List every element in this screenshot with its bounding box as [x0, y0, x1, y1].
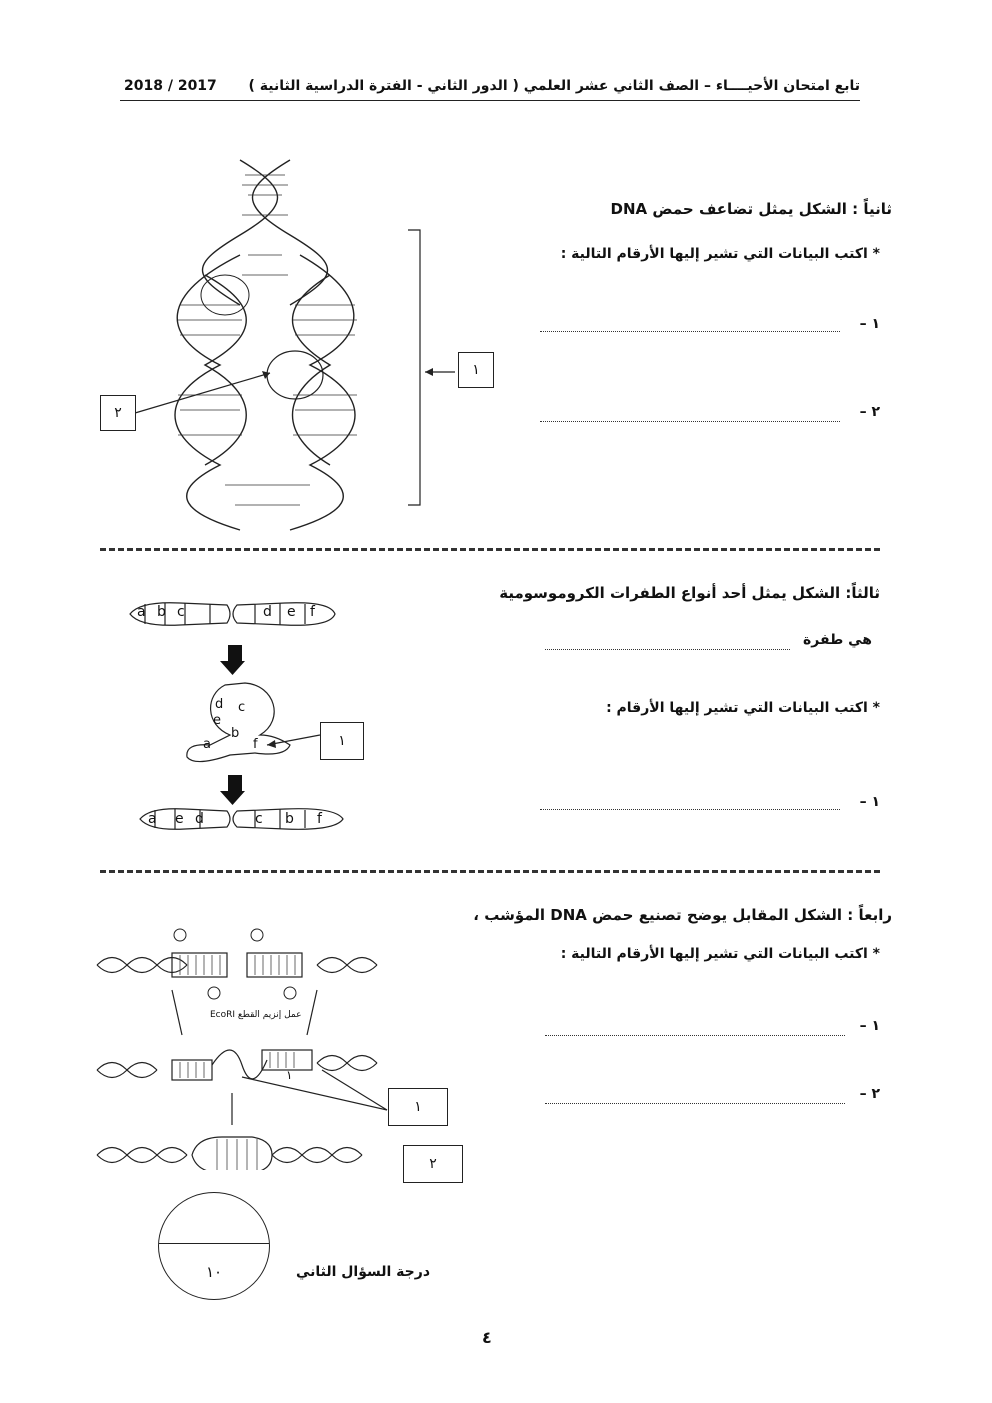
q2-label-box-1: ١: [458, 352, 494, 388]
q3-type-answer-line[interactable]: [545, 648, 790, 650]
q2-title: ثانياً : الشكل يمثل تضاعف حمض DNA: [610, 200, 892, 218]
gene-d-loop: d: [215, 697, 224, 712]
score-circle: [158, 1192, 270, 1300]
gene-e-bottom: e: [175, 811, 184, 827]
header-title: تابع امتحان الأحيــــاء – الصف الثاني عشر العلمي ( الدور الثاني - الفترة الدراسية الثانية ): [248, 78, 860, 94]
gene-f-loop: f: [253, 737, 258, 752]
q2-answer-line-2[interactable]: [540, 420, 840, 422]
gene-c-bottom: c: [255, 811, 263, 827]
q3-title: ثالثاً: الشكل يمثل أحد أنواع الطفرات الكروموسومية: [499, 584, 880, 602]
q3-answer-line-1[interactable]: [540, 808, 840, 810]
q3-item-1-label: ١ –: [859, 794, 880, 810]
gene-b-loop: b: [231, 726, 240, 741]
header-year: 2018 / 2017: [124, 78, 217, 94]
gene-c-loop: c: [238, 700, 246, 715]
q2-answer-line-1[interactable]: [540, 330, 840, 332]
q3-type-prompt: هي طفرة: [803, 632, 872, 648]
gene-f-bottom: f: [317, 811, 322, 827]
header-underline: [120, 100, 860, 101]
q3-label-box-1: ١: [320, 722, 364, 760]
q4-item-2-label: ٢ –: [859, 1086, 880, 1102]
separator-2: [100, 870, 880, 873]
gene-d-bottom: d: [195, 811, 204, 827]
score-label: درجة السؤال الثاني: [295, 1264, 430, 1280]
q4-title: رابعاً : الشكل المقابل يوضح تصنيع حمض DNA المؤشب ،: [473, 906, 892, 924]
enzyme-label: عمل إنزيم القطع EcoRI: [210, 1010, 302, 1020]
q4-label-box-2: ٢: [403, 1145, 463, 1183]
gene-a-top: a: [137, 604, 146, 620]
gene-f-top: f: [310, 604, 315, 620]
score-divider: [159, 1243, 269, 1244]
separator-1: [100, 548, 880, 551]
q4-label-box-1: ١: [388, 1088, 448, 1126]
gene-a-loop: a: [203, 737, 211, 752]
gene-d-top: d: [263, 604, 272, 620]
q2-instruction: * اكتب البيانات التي تشير إليها الأرقام التالية :: [560, 246, 880, 262]
q2-label-box-2: ٢: [100, 395, 136, 431]
q4-item-1-label: ١ –: [859, 1018, 880, 1034]
score-value: ١٠: [205, 1263, 223, 1281]
gene-b-top: b: [157, 604, 166, 620]
gene-e-top: e: [287, 604, 296, 620]
dna-replication-diagram: [130, 155, 500, 540]
q4-instruction: * اكتب البيانات التي تشير إليها الأرقام التالية :: [560, 946, 880, 962]
page-number: ٤: [482, 1328, 492, 1347]
recombinant-dna-diagram: [92, 925, 392, 1170]
q3-instruction: * اكتب البيانات التي تشير إليها الأرقام :: [606, 700, 880, 716]
page-header: [120, 78, 860, 104]
gene-a-bottom: a: [148, 811, 157, 827]
q4-answer-line-2[interactable]: [545, 1102, 845, 1104]
inner-mark: ١: [286, 1068, 293, 1082]
gene-b-bottom: b: [285, 811, 294, 827]
q4-answer-line-1[interactable]: [545, 1034, 845, 1036]
q2-item-1-label: ١ –: [859, 316, 880, 332]
chromosome-inversion-diagram: [125, 595, 375, 845]
q2-item-2-label: ٢ –: [859, 404, 880, 420]
gene-e-loop: e: [213, 713, 221, 728]
gene-c-top: c: [177, 604, 185, 620]
